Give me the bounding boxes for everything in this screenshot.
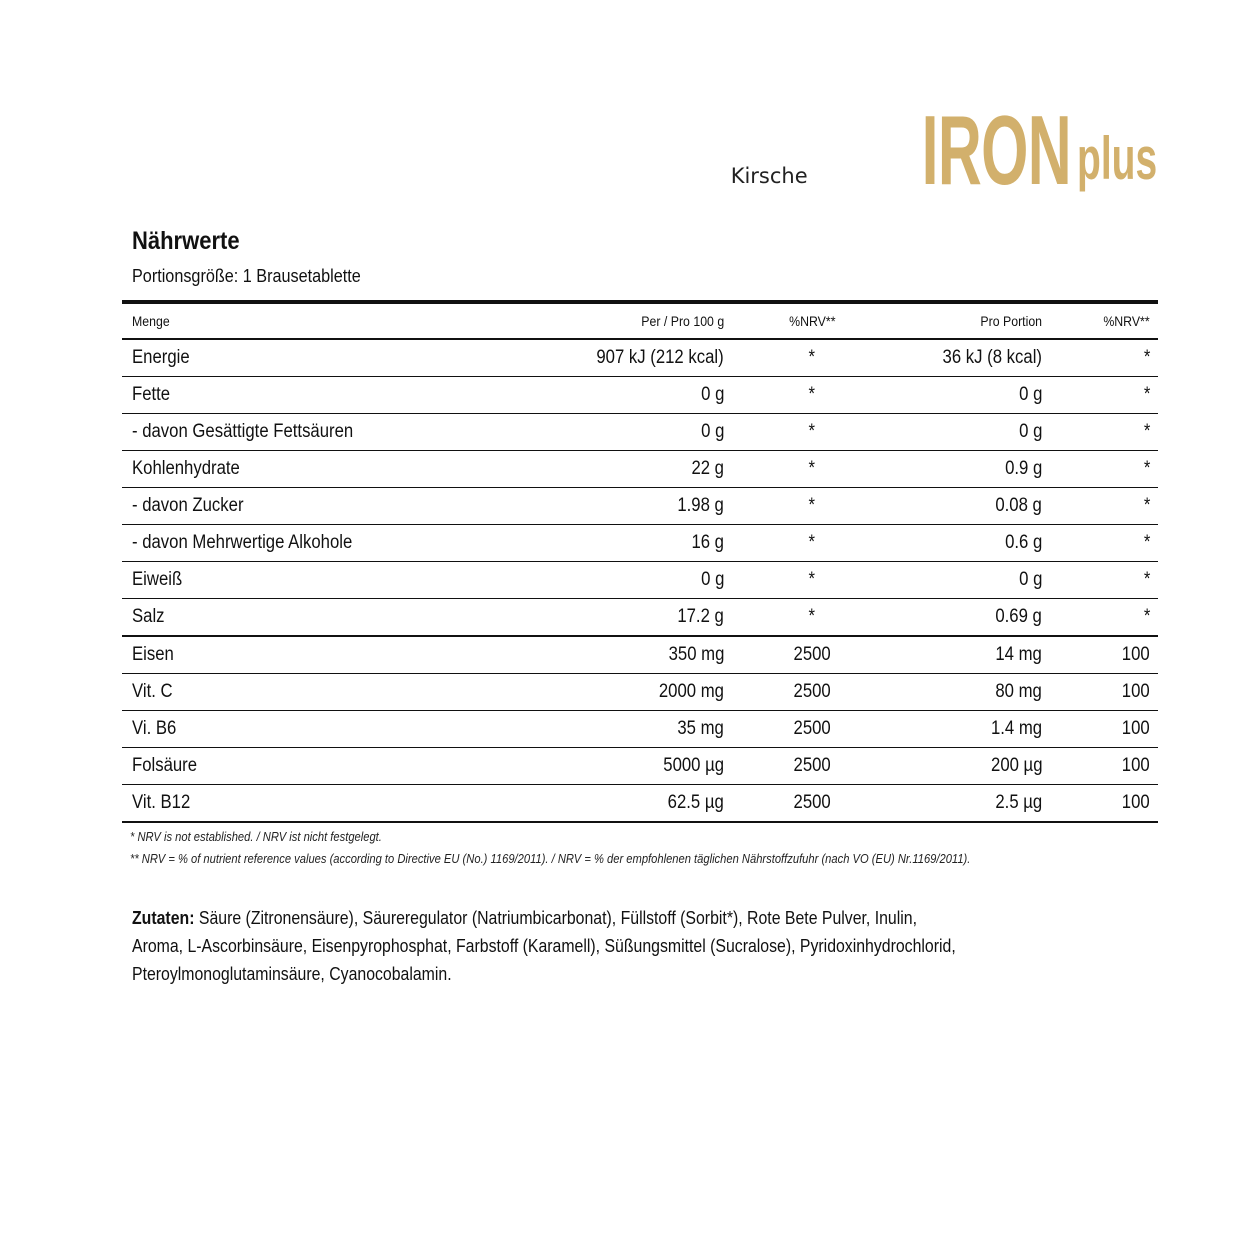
table-header-row [122, 304, 1158, 340]
table-row [122, 562, 1158, 599]
value-per-portion: 0.08 g [995, 495, 1042, 516]
nrv-per-100g: * [808, 532, 816, 553]
nrv-per-portion: * [1143, 347, 1150, 368]
nrv-per-portion: * [1143, 569, 1150, 590]
nrv-per-portion: * [1143, 495, 1150, 516]
value-per-100g: 350 mg [668, 644, 724, 665]
value-per-100g: 17.2 g [677, 606, 724, 627]
nrv-per-100g: 2500 [793, 644, 831, 665]
ingredients-label: Zutaten: [132, 908, 195, 928]
nutrient-name: Eisen [132, 644, 174, 665]
table-row [122, 599, 1158, 637]
table-row [122, 711, 1158, 748]
table-row [122, 785, 1158, 823]
value-per-100g: 1.98 g [677, 495, 724, 516]
col-header-per-100g: Per / Pro 100 g [641, 313, 724, 329]
table-row [122, 748, 1158, 785]
value-per-100g: 5000 µg [663, 755, 724, 776]
nrv-per-portion: 100 [1122, 644, 1150, 665]
value-per-portion: 1.4 mg [990, 718, 1042, 739]
nutrient-name: Eiweiß [132, 569, 183, 590]
table-row [122, 488, 1158, 525]
nrv-per-100g: * [808, 606, 816, 627]
nutrient-name: Fette [132, 384, 171, 405]
nrv-per-portion: 100 [1122, 755, 1150, 776]
value-per-portion: 0 g [1018, 421, 1042, 442]
nrv-per-100g: 2500 [793, 755, 831, 776]
col-header-nrv-portion: %NRV** [1103, 313, 1150, 329]
value-per-portion: 0 g [1018, 384, 1042, 405]
nrv-per-portion: * [1143, 606, 1150, 627]
nrv-per-portion: 100 [1122, 681, 1150, 702]
nrv-per-portion: * [1143, 458, 1150, 479]
value-per-portion: 0 g [1018, 569, 1042, 590]
col-header-menge: Menge [132, 313, 170, 329]
value-per-portion: 2.5 µg [995, 792, 1042, 813]
value-per-portion: 0.69 g [995, 606, 1042, 627]
table-row [122, 377, 1158, 414]
ingredients-line-3: Pteroylmonoglutaminsäure, Cyanocobalamin. [132, 964, 452, 984]
table-row [122, 340, 1158, 377]
value-per-portion: 14 mg [995, 644, 1042, 665]
nrv-per-100g: 2500 [793, 718, 831, 739]
value-per-portion: 200 µg [990, 755, 1042, 776]
nutrient-name: - davon Mehrwertige Alkohole [132, 532, 353, 553]
nrv-per-100g: * [808, 421, 816, 442]
table-row [122, 637, 1158, 674]
table-row [122, 414, 1158, 451]
nrv-per-100g: * [808, 384, 816, 405]
nutrient-name: Energie [132, 347, 190, 368]
logo-plus-text: plus [1076, 125, 1157, 192]
nutrient-name: Vi. B6 [132, 718, 177, 739]
footnotes [130, 826, 1107, 870]
nrv-per-portion: * [1143, 532, 1150, 553]
value-per-portion: 0.9 g [1004, 458, 1042, 479]
nrv-per-portion: 100 [1122, 792, 1150, 813]
footnote-nrv-definition: ** NRV = % of nutrient reference values (according to Directive EU (No.) 1169/2011). / NRV = % der empfohlenen täglichen Nährstoffzufuhr (nach VO (EU) Nr.1169/2011). [130, 851, 971, 866]
value-per-portion: 0.6 g [1004, 532, 1042, 553]
nutrient-name: Kohlenhydrate [132, 458, 240, 479]
value-per-100g: 0 g [700, 569, 724, 590]
nrv-per-100g: * [808, 495, 816, 516]
nutrient-name: - davon Zucker [132, 495, 244, 516]
col-header-nrv-100g: %NRV** [788, 313, 836, 329]
value-per-100g: 0 g [700, 384, 724, 405]
nrv-per-portion: 100 [1122, 718, 1150, 739]
value-per-portion: 80 mg [995, 681, 1042, 702]
nutrient-name: Folsäure [132, 755, 198, 776]
value-per-100g: 62.5 µg [667, 792, 724, 813]
ingredients-line-1: Säure (Zitronensäure), Säureregulator (Natriumbicarbonat), Füllstoff (Sorbit*), Rote Bete Pulver, Inulin, [194, 908, 918, 928]
ingredients [132, 904, 1132, 988]
brand-logo [830, 94, 1162, 205]
nutrition-title: Nährwerte [132, 227, 240, 255]
value-per-100g: 2000 mg [658, 681, 724, 702]
nutrient-name: Vit. B12 [132, 792, 191, 813]
table-row [122, 674, 1158, 711]
nutrient-name: Salz [132, 606, 165, 627]
nutrient-name: Vit. C [132, 681, 173, 702]
serving-size: Portionsgröße: 1 Brausetablette [132, 266, 361, 286]
nrv-per-100g: 2500 [793, 792, 831, 813]
value-per-100g: 907 kJ (212 kcal) [596, 347, 724, 368]
table-row [122, 525, 1158, 562]
nutrition-table [122, 300, 1158, 823]
nrv-per-100g: * [808, 569, 816, 590]
value-per-100g: 35 mg [677, 718, 724, 739]
value-per-portion: 36 kJ (8 kcal) [942, 347, 1042, 368]
nrv-per-100g: 2500 [793, 681, 831, 702]
value-per-100g: 22 g [691, 458, 724, 479]
product-header [730, 92, 1162, 205]
value-per-100g: 0 g [700, 421, 724, 442]
nrv-per-portion: * [1143, 421, 1150, 442]
nutrient-name: - davon Gesättigte Fettsäuren [132, 421, 354, 442]
footnote-nrv-not-established: * NRV is not established. / NRV ist nicht festgelegt. [130, 829, 382, 844]
nrv-per-100g: * [808, 347, 816, 368]
flavor-label: Kirsche [730, 164, 808, 188]
value-per-100g: 16 g [691, 532, 724, 553]
ingredients-line-2: Aroma, L-Ascorbinsäure, Eisenpyrophosphat, Farbstoff (Karamell), Süßungsmittel (Sucralose), Pyridoxinhydrochlorid, [132, 936, 956, 956]
table-row [122, 451, 1158, 488]
logo-main-text: IRON [921, 94, 1071, 205]
col-header-per-portion: Pro Portion [980, 313, 1042, 329]
nrv-per-100g: * [808, 458, 816, 479]
nrv-per-portion: * [1143, 384, 1150, 405]
